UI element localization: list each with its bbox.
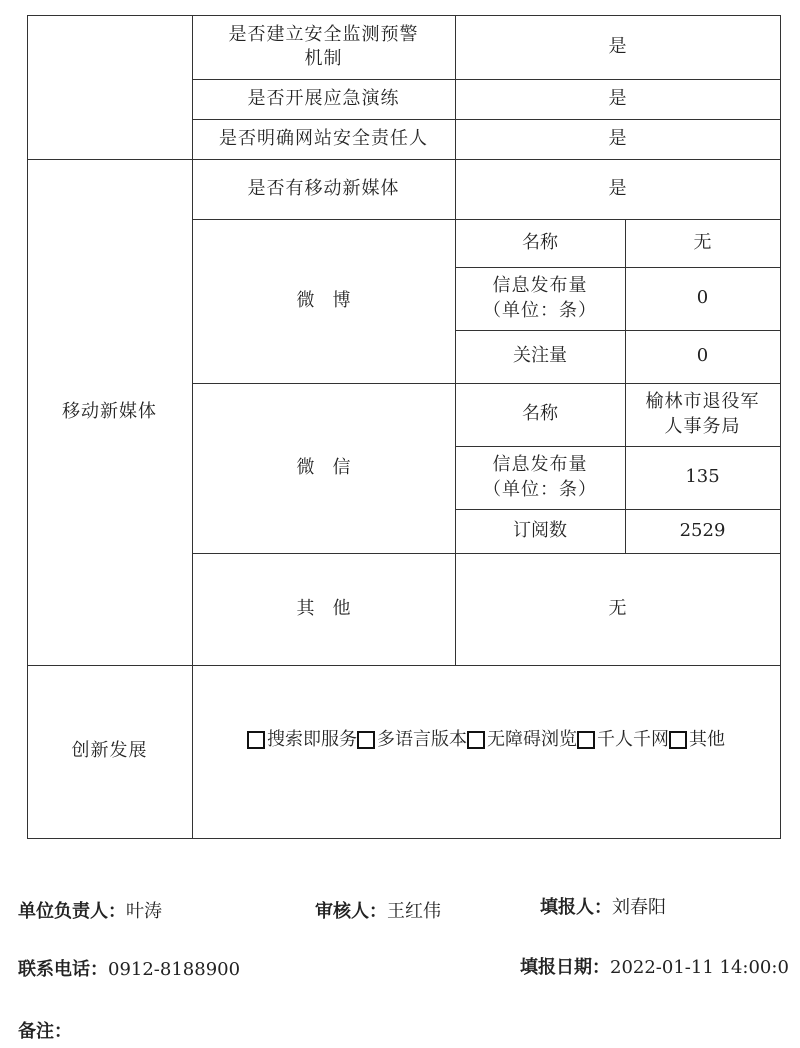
weibo-posts-label: 信息发布量 （单位：条） <box>483 275 597 321</box>
option-search-service-label: 搜索即服务 <box>267 728 357 750</box>
option-multilingual-label: 多语言版本 <box>377 728 467 750</box>
remark-label: 备注： <box>18 1021 72 1042</box>
option-accessibility-label: 无障碍浏览 <box>487 728 577 750</box>
weibo-name-label: 名称 <box>522 231 558 253</box>
other-media-label: 其 他 <box>296 597 351 619</box>
checkbox-accessibility[interactable] <box>467 731 485 749</box>
security-warning-question: 是否建立安全监测预警 机制 <box>228 23 419 69</box>
unit-head-label: 单位负责人： <box>18 901 126 922</box>
wechat-name-label: 名称 <box>522 403 558 425</box>
contact-phone <box>18 955 240 981</box>
mobile-media-section-label: 移动新媒体 <box>62 400 157 422</box>
reviewer-value: 王红伟 <box>387 901 441 922</box>
responsible-person-answer: 是 <box>608 127 627 149</box>
wechat-label: 微 信 <box>296 456 351 478</box>
wechat-posts-value: 135 <box>685 466 720 488</box>
weibo-posts-value: 0 <box>696 287 709 309</box>
phone-label: 联系电话： <box>18 959 108 980</box>
weibo-followers-label: 关注量 <box>513 345 567 367</box>
emergency-drill-question: 是否开展应急演练 <box>247 87 400 109</box>
checkbox-search-service[interactable] <box>247 731 265 749</box>
innovation-label: 创新发展 <box>71 740 148 762</box>
wechat-name-value: 榆林市退役军 人事务局 <box>645 391 760 437</box>
unit-head <box>18 897 162 923</box>
innovation-checkbox-row <box>247 728 725 752</box>
option-personalized-label: 千人千网 <box>597 728 669 750</box>
emergency-drill-answer: 是 <box>608 87 627 109</box>
has-mobile-media-question: 是否有移动新媒体 <box>247 177 400 199</box>
reviewer <box>315 897 441 923</box>
fill-date <box>520 953 800 979</box>
reviewer-label: 审核人： <box>315 901 387 922</box>
weibo-label: 微 博 <box>296 289 351 311</box>
checkbox-multilingual[interactable] <box>357 731 375 749</box>
phone-value: 0912-8188900 <box>108 959 241 980</box>
weibo-name-value: 无 <box>693 231 712 253</box>
security-warning-answer: 是 <box>608 35 627 57</box>
option-other-label: 其他 <box>689 728 725 750</box>
has-mobile-media-answer: 是 <box>608 177 627 199</box>
filler-label: 填报人： <box>540 897 612 918</box>
weibo-followers-value: 0 <box>696 345 709 367</box>
date-label: 填报日期： <box>520 957 610 978</box>
wechat-subscribers-label: 订阅数 <box>513 519 567 541</box>
remark <box>18 1017 72 1043</box>
checkbox-other[interactable] <box>669 731 687 749</box>
innovation-options <box>192 700 780 780</box>
other-media-value: 无 <box>608 597 627 619</box>
wechat-posts-label: 信息发布量 （单位：条） <box>483 454 597 500</box>
responsible-person-question: 是否明确网站安全责任人 <box>219 127 428 149</box>
date-value: 2022-01-11 14:00:0 <box>610 957 789 978</box>
wechat-subscribers-value: 2529 <box>679 519 726 541</box>
filler <box>540 893 666 919</box>
filler-value: 刘春阳 <box>612 897 666 918</box>
unit-head-value: 叶涛 <box>126 901 162 922</box>
checkbox-personalized[interactable] <box>577 731 595 749</box>
